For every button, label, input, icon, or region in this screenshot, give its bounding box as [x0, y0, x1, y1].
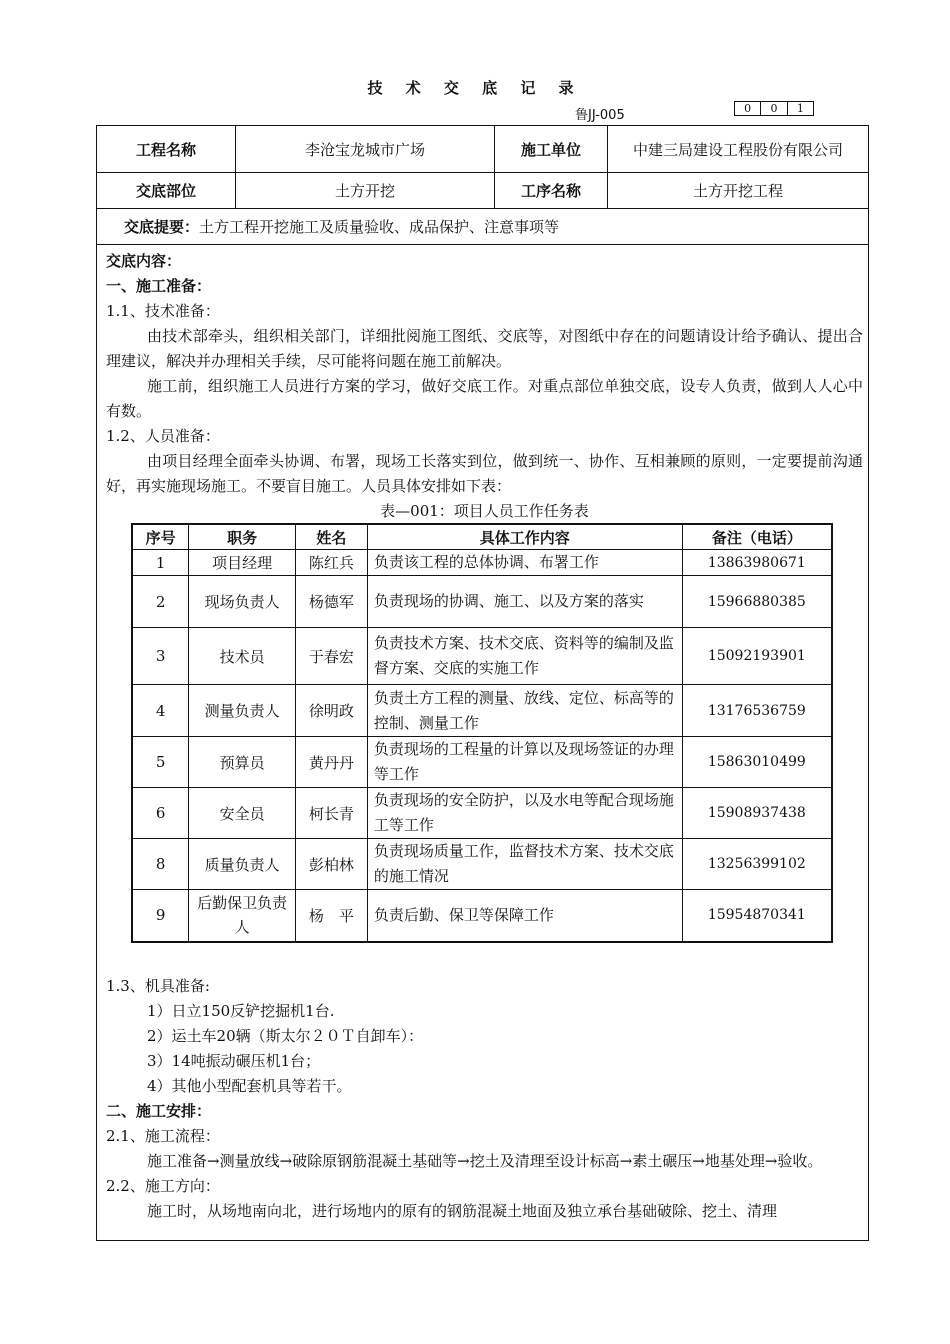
cell-role: 项目经理	[189, 550, 296, 576]
cell-work: 负责现场的工程量的计算以及现场签证的办理等工作	[367, 737, 682, 788]
paragraph: 由技术部牵头，组织相关部门，详细批阅施工图纸、交底等，对图纸中存在的问题请设计给予确认、提出合理建议，解决并办理相关手续，尽可能将问题在施工前解决。	[106, 327, 863, 370]
cell-role: 现场负责人	[189, 576, 296, 628]
cell-work: 负责后勤、保卫等保障工作	[367, 890, 682, 942]
serial-digit: 1	[796, 102, 804, 115]
cell-no: 2	[132, 576, 189, 628]
cell-work: 负责现场的协调、施工、以及方案的落实	[367, 576, 682, 628]
project-name-value: 李沧宝龙城市广场	[236, 126, 495, 172]
serial-number-box	[734, 101, 814, 116]
cell-work: 负责技术方案、技术交底、资料等的编制及监督方案、交底的实施工作	[367, 628, 682, 685]
section-2-heading: 二、施工安排：	[106, 1102, 212, 1120]
subsection-1-1: 1.1、技术准备：	[106, 302, 220, 320]
cell-name: 杨德军	[296, 576, 368, 628]
cell-no: 5	[132, 737, 189, 788]
content-heading: 交底内容：	[106, 252, 182, 270]
part-value: 土方开挖	[236, 173, 495, 208]
contractor-label: 施工单位	[495, 126, 608, 172]
table-row	[132, 737, 832, 788]
cell-phone: 13176536759	[682, 685, 832, 737]
summary-label: 交底提要：	[124, 218, 200, 236]
document-title: 技 术 交 底 记 录	[367, 79, 583, 97]
cell-work: 负责该工程的总体协调、布署工作	[367, 550, 682, 576]
cell-name: 于春宏	[296, 628, 368, 685]
cell-work: 负责现场的安全防护，以及水电等配合现场施工等工作	[367, 788, 682, 839]
cell-no: 3	[132, 628, 189, 685]
cell-role: 预算员	[189, 737, 296, 788]
paragraph: 由项目经理全面牵头协调、布署，现场工长落实到位，做到统一、协作、互相兼顾的原则，一定要提前沟通好，再实施现场施工。不要盲目施工。人员具体安排如下表：	[106, 452, 863, 495]
machine-item: 2）运土车20辆（斯太尔２０Ｔ自卸车）：	[147, 1027, 424, 1045]
header-row-2	[97, 173, 868, 209]
cell-phone: 15092193901	[682, 628, 832, 685]
cell-phone: 15863010499	[682, 737, 832, 788]
cell-phone: 15908937438	[682, 788, 832, 839]
project-name-label: 工程名称	[97, 126, 236, 172]
cell-phone: 15966880385	[682, 576, 832, 628]
table-header-row	[132, 524, 832, 550]
cell-phone: 13256399102	[682, 839, 832, 890]
machine-item: 4）其他小型配套机具等若干。	[147, 1077, 352, 1095]
col-header-work: 具体工作内容	[367, 524, 682, 550]
serial-digit: 0	[735, 102, 761, 115]
paragraph: 施工时，从场地南向北，进行场地内的原有的钢筋混凝土地面及独立承台基础破除、挖土、清理	[147, 1202, 778, 1220]
cell-name: 杨 平	[296, 890, 368, 942]
table-row	[132, 576, 832, 628]
table-row	[132, 685, 832, 737]
table-row	[132, 788, 832, 839]
cell-work: 负责土方工程的测量、放线、定位、标高等的控制、测量工作	[367, 685, 682, 737]
cell-phone: 13863980671	[682, 550, 832, 576]
part-label: 交底部位	[97, 173, 236, 208]
table-row	[132, 550, 832, 576]
summary-row	[97, 209, 868, 245]
document-number: 鲁JJ-005	[575, 108, 625, 123]
staff-table	[131, 523, 833, 943]
subsection-1-2: 1.2、人员准备：	[106, 427, 220, 445]
cell-name: 徐明政	[296, 685, 368, 737]
cell-role: 技术员	[189, 628, 296, 685]
cell-role: 质量负责人	[189, 839, 296, 890]
subsection-2-2: 2.2、施工方向：	[106, 1177, 220, 1195]
cell-no: 1	[132, 550, 189, 576]
section-1-heading: 一、施工准备：	[106, 277, 212, 295]
cell-name: 黄丹丹	[296, 737, 368, 788]
process-value: 土方开挖工程	[692, 182, 783, 200]
cell-no: 9	[132, 890, 189, 942]
cell-role: 后勤保卫负责人	[189, 890, 296, 942]
cell-name: 陈红兵	[296, 550, 368, 576]
cell-name: 彭柏林	[296, 839, 368, 890]
table-row	[132, 839, 832, 890]
col-header-name: 姓名	[296, 524, 368, 550]
cell-no: 8	[132, 839, 189, 890]
serial-digit: 0	[761, 102, 787, 115]
col-header-phone: 备注（电话）	[682, 524, 832, 550]
machine-item: 3）14吨振动碾压机1台；	[147, 1052, 321, 1070]
cell-no: 4	[132, 685, 189, 737]
paragraph: 施工准备→测量放线→破除原钢筋混凝土基础等→挖土及清理至设计标高→素土碾压→地基处理→验收。	[147, 1152, 823, 1170]
contractor-value: 中建三局建设工程股份有限公司	[632, 140, 843, 159]
subsection-2-1: 2.1、施工流程：	[106, 1127, 220, 1145]
header-row-1	[97, 126, 868, 173]
col-header-role: 职务	[189, 524, 296, 550]
cell-phone: 15954870341	[682, 890, 832, 942]
machine-item: 1）日立150反铲挖掘机1台.	[147, 1002, 335, 1020]
cell-role: 测量负责人	[189, 685, 296, 737]
cell-name: 柯长青	[296, 788, 368, 839]
table-row	[132, 890, 832, 942]
table-caption: 表—001：项目人员工作任务表	[380, 502, 589, 520]
paragraph: 施工前，组织施工人员进行方案的学习，做好交底工作。对重点部位单独交底，设专人负责，做到人人心中有数。	[106, 377, 863, 420]
col-header-no: 序号	[132, 524, 189, 550]
cell-role: 安全员	[189, 788, 296, 839]
cell-work: 负责现场质量工作，监督技术方案、技术交底的施工情况	[367, 839, 682, 890]
process-label: 工序名称	[495, 173, 608, 208]
cell-no: 6	[132, 788, 189, 839]
subsection-1-3: 1.3、机具准备:	[106, 977, 210, 995]
table-row	[132, 628, 832, 685]
summary-text: 土方工程开挖施工及质量验收、成品保护、注意事项等	[199, 218, 560, 236]
